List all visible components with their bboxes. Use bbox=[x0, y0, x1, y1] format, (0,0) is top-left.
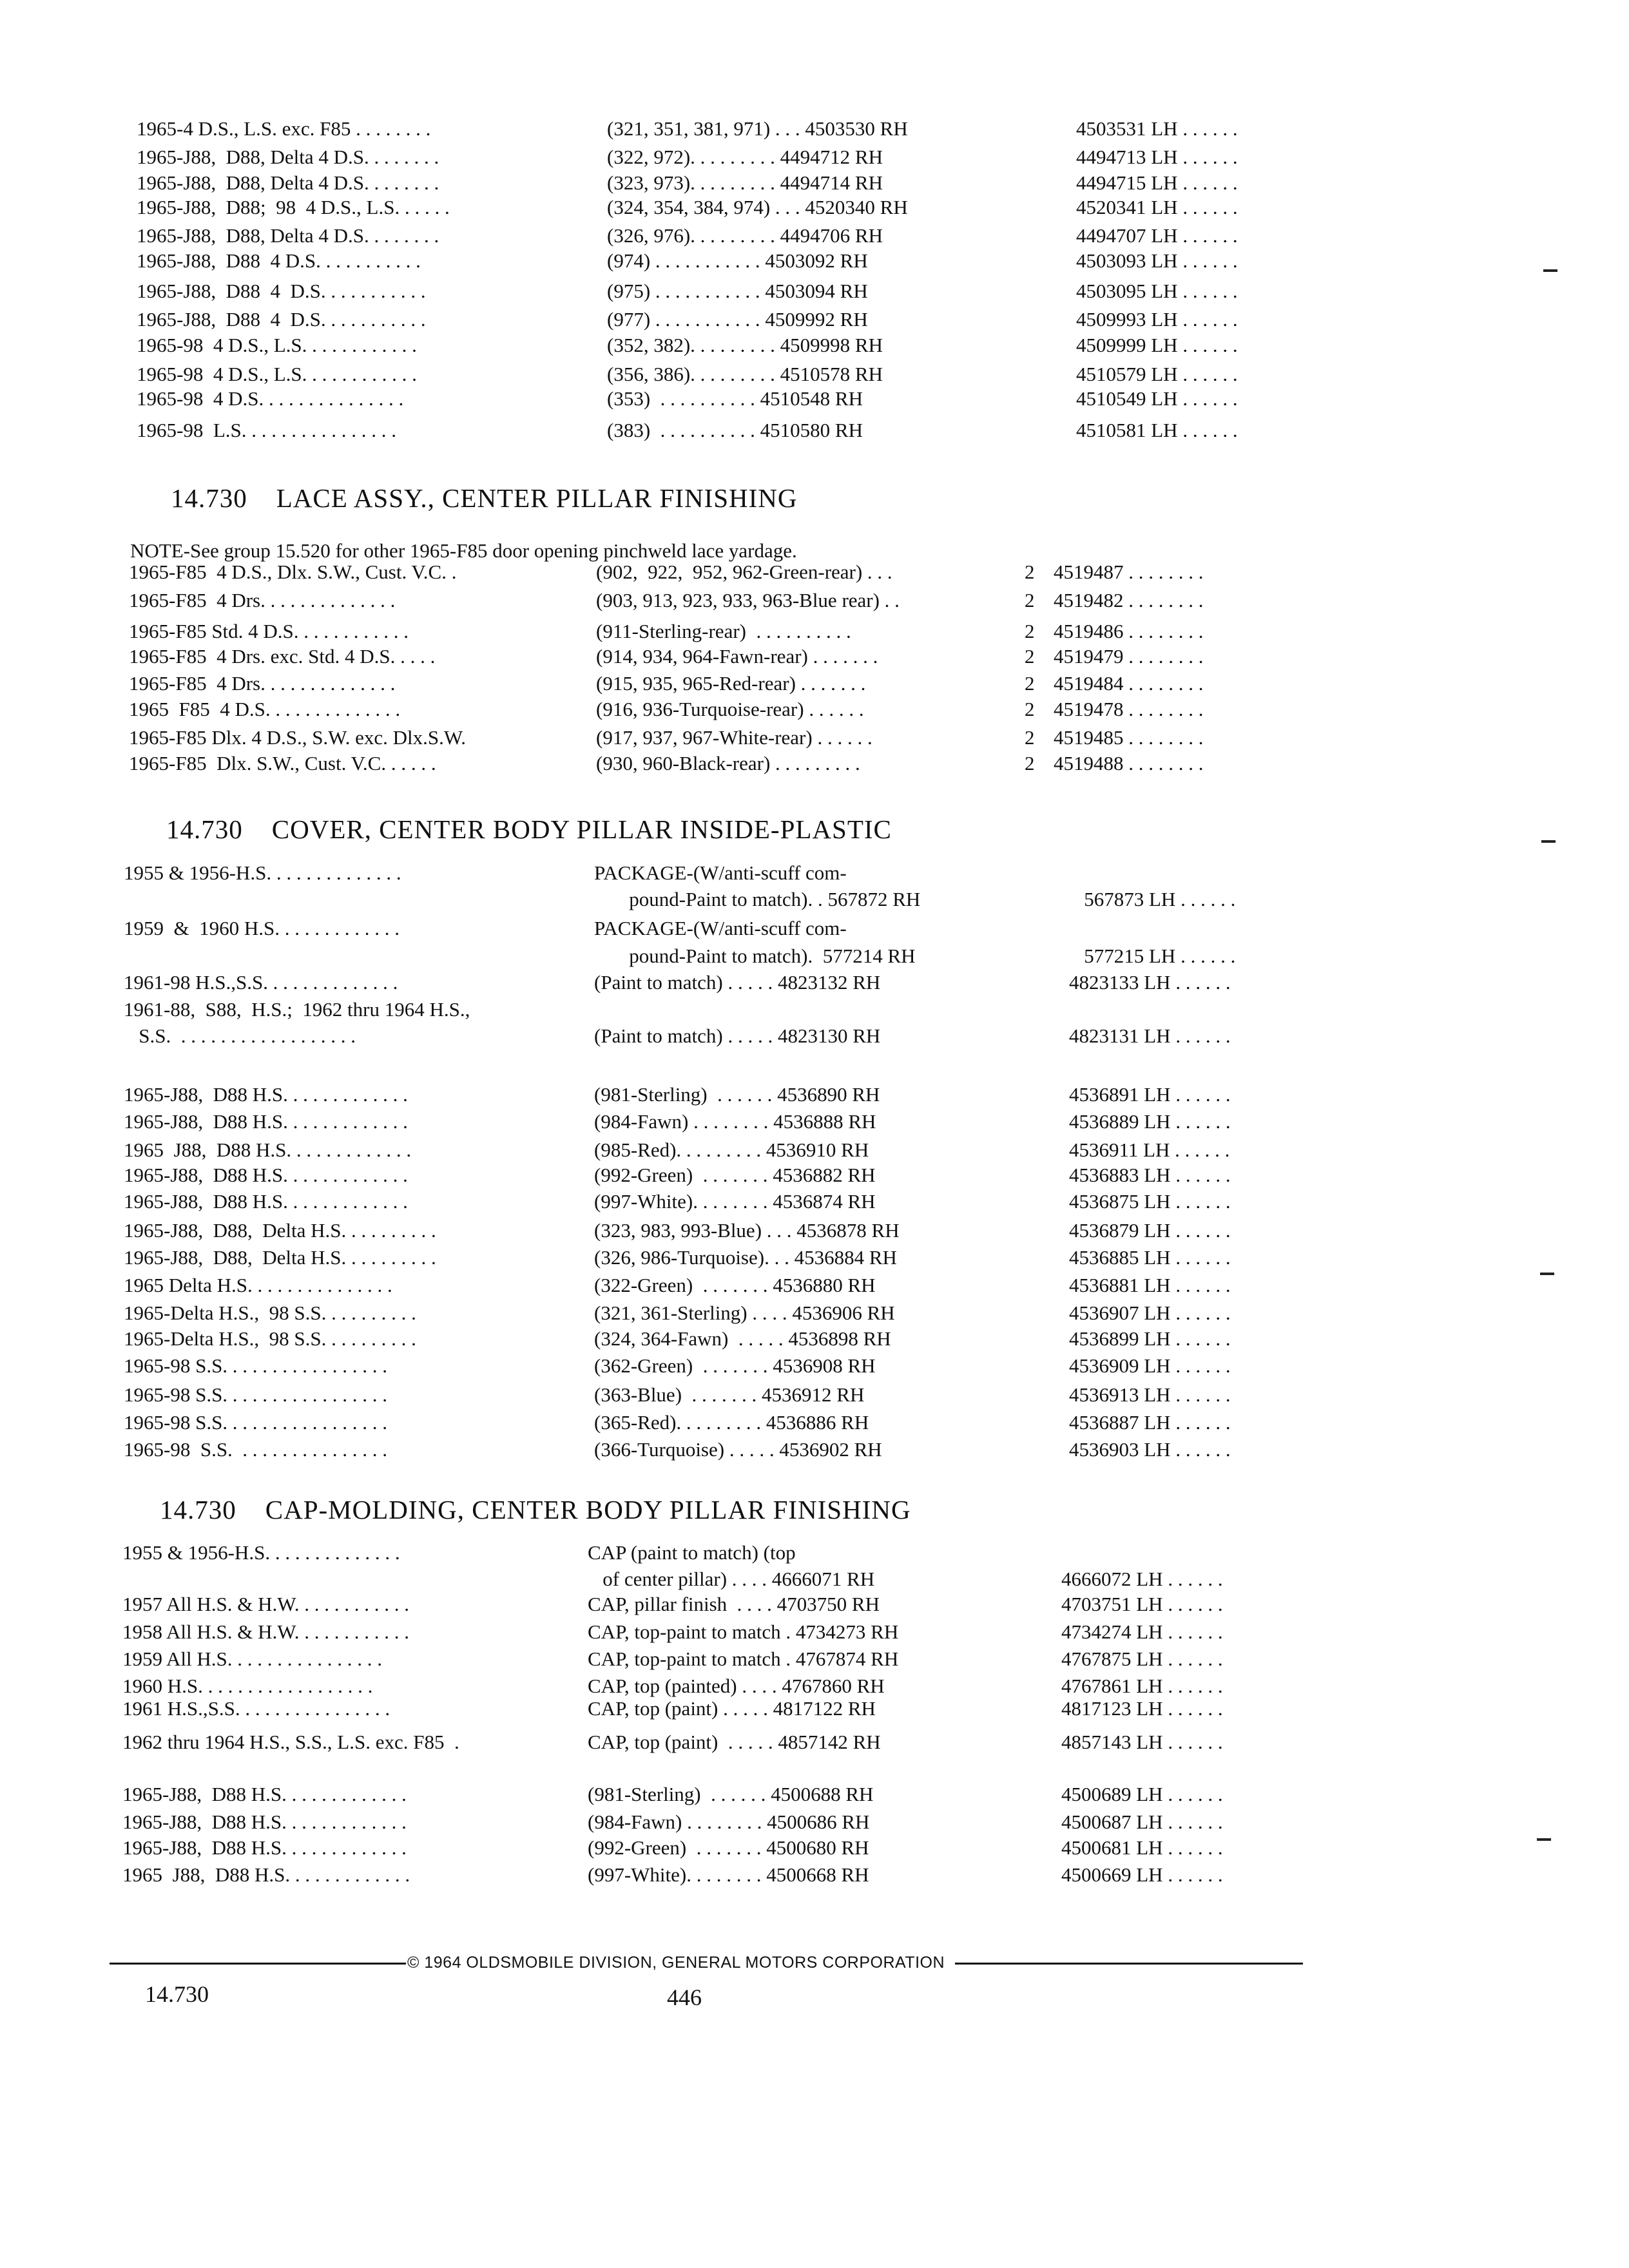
part-row bbox=[129, 725, 1482, 751]
part-quantity: 2 bbox=[1025, 589, 1035, 611]
part-application: 1965-98 S.S. . . . . . . . . . . . . . . . . bbox=[124, 1354, 388, 1377]
part-quantity: 2 bbox=[1025, 620, 1035, 642]
part-number-lh: 4536879 LH . . . . . . bbox=[1069, 1219, 1231, 1242]
part-spec-rh: (366-Turquoise) . . . . . 4536902 RH bbox=[594, 1438, 882, 1461]
part-application: 1965-F85 4 Drs. exc. Std. 4 D.S. . . . . bbox=[129, 645, 436, 668]
part-spec-rh: CAP, top (paint) . . . . . 4817122 RH bbox=[588, 1697, 876, 1720]
part-row bbox=[124, 1273, 1482, 1298]
part-spec-rh: CAP (paint to match) (top bbox=[588, 1541, 796, 1564]
part-row bbox=[122, 1673, 1482, 1699]
part-application: 1965-J88, D88, Delta 4 D.S. . . . . . . . bbox=[137, 171, 439, 194]
part-spec-rh: CAP, top (paint) . . . . . 4857142 RH bbox=[588, 1731, 881, 1753]
margin-mark bbox=[1537, 1838, 1551, 1841]
part-application: 1965-F85 4 Drs. . . . . . . . . . . . . . bbox=[129, 589, 396, 611]
part-number-lh: 4857143 LH . . . . . . bbox=[1061, 1731, 1223, 1753]
part-row bbox=[137, 418, 1482, 443]
part-row bbox=[124, 1109, 1482, 1135]
part-spec-rh: CAP, pillar finish . . . . 4703750 RH bbox=[588, 1593, 880, 1615]
part-number-lh: 4519488 . . . . . . . . bbox=[1054, 752, 1204, 774]
part-row bbox=[122, 1696, 1482, 1722]
part-spec-rh: (911-Sterling-rear) . . . . . . . . . . bbox=[596, 620, 851, 642]
part-spec-rh: (321, 361-Sterling) . . . . 4536906 RH bbox=[594, 1302, 895, 1324]
part-row bbox=[124, 1218, 1482, 1244]
part-quantity: 2 bbox=[1025, 698, 1035, 720]
part-spec-rh: CAP, top (painted) . . . . 4767860 RH bbox=[588, 1675, 885, 1697]
part-number-lh: 4536887 LH . . . . . . bbox=[1069, 1411, 1231, 1434]
part-spec-rh: (352, 382). . . . . . . . . 4509998 RH bbox=[607, 334, 883, 356]
part-application: 1965-J88, D88, Delta 4 D.S. . . . . . . . bbox=[137, 146, 439, 168]
part-application: 1965-J88, D88; 98 4 D.S., L.S. . . . . . bbox=[137, 196, 450, 218]
part-application: 1965-F85 Dlx. S.W., Cust. V.C. . . . . . bbox=[129, 752, 436, 774]
part-application: 1965-4 D.S., L.S. exc. F85 . . . . . . . . bbox=[137, 117, 431, 140]
part-row bbox=[137, 223, 1482, 249]
part-number-lh: 4503095 LH . . . . . . bbox=[1076, 280, 1238, 302]
part-spec-rh: (984-Fawn) . . . . . . . . 4500686 RH bbox=[588, 1811, 870, 1833]
part-number-lh: 4536883 LH . . . . . . bbox=[1069, 1164, 1231, 1186]
part-number-lh: 4817123 LH . . . . . . bbox=[1061, 1697, 1223, 1720]
part-number-lh: 4536909 LH . . . . . . bbox=[1069, 1354, 1231, 1377]
part-application: 1965-J88, D88 4 D.S. . . . . . . . . . . bbox=[137, 308, 426, 331]
margin-mark bbox=[1543, 269, 1557, 272]
part-row bbox=[122, 1591, 1482, 1617]
part-row bbox=[124, 997, 1482, 1023]
part-spec-rh: (914, 934, 964-Fawn-rear) . . . . . . . bbox=[596, 645, 878, 668]
footer-copyright: © 1964 OLDSMOBILE DIVISION, GENERAL MOTORS CORPORATION bbox=[407, 1954, 945, 1972]
part-spec-rh: CAP, top-paint to match . 4767874 RH bbox=[588, 1648, 899, 1670]
part-quantity: 2 bbox=[1025, 672, 1035, 695]
part-spec-rh: (323, 973). . . . . . . . . 4494714 RH bbox=[607, 171, 883, 194]
part-spec-rh: (365-Red). . . . . . . . . 4536886 RH bbox=[594, 1411, 869, 1434]
part-application: 1965-98 S.S. . . . . . . . . . . . . . . . . bbox=[124, 1383, 388, 1406]
part-application: 1965-J88, D88 4 D.S. . . . . . . . . . . bbox=[137, 280, 426, 302]
part-spec-rh: (974) . . . . . . . . . . . 4503092 RH bbox=[607, 249, 868, 272]
part-spec-rh: (916, 936-Turquoise-rear) . . . . . . bbox=[596, 698, 864, 720]
part-number-lh: 4519485 . . . . . . . . bbox=[1054, 726, 1204, 749]
part-quantity: 2 bbox=[1025, 645, 1035, 668]
part-number-lh: 4519487 . . . . . . . . bbox=[1054, 561, 1204, 583]
part-number-lh: 4666072 LH . . . . . . bbox=[1061, 1568, 1223, 1590]
part-spec-rh: (981-Sterling) . . . . . . 4500688 RH bbox=[588, 1783, 874, 1805]
part-number-lh: 4510581 LH . . . . . . bbox=[1076, 419, 1238, 441]
part-number-lh: 4519484 . . . . . . . . bbox=[1054, 672, 1204, 695]
part-number-lh: 4536903 LH . . . . . . bbox=[1069, 1438, 1231, 1461]
part-application: 1959 & 1960 H.S. . . . . . . . . . . . . bbox=[124, 917, 400, 939]
part-spec-rh: (977) . . . . . . . . . . . 4509992 RH bbox=[607, 308, 868, 331]
part-number-lh: 4519479 . . . . . . . . bbox=[1054, 645, 1204, 668]
part-number-lh: 4503093 LH . . . . . . bbox=[1076, 249, 1238, 272]
part-application: 1965 J88, D88 H.S. . . . . . . . . . . . . bbox=[124, 1139, 412, 1161]
part-spec-rh: (383) . . . . . . . . . . 4510580 RH bbox=[607, 419, 863, 441]
part-application: 1965 F85 4 D.S. . . . . . . . . . . . . . bbox=[129, 698, 401, 720]
part-number-lh: 4767875 LH . . . . . . bbox=[1061, 1648, 1223, 1670]
part-row bbox=[129, 559, 1482, 585]
part-spec-rh: (997-White). . . . . . . . 4500668 RH bbox=[588, 1863, 869, 1886]
part-row bbox=[137, 386, 1482, 412]
part-number-lh: 4823131 LH . . . . . . bbox=[1069, 1024, 1231, 1047]
part-number-lh: 567873 LH . . . . . . bbox=[1069, 888, 1236, 910]
part-number-lh: 4536881 LH . . . . . . bbox=[1069, 1274, 1231, 1296]
part-spec-rh: (984-Fawn) . . . . . . . . 4536888 RH bbox=[594, 1110, 876, 1133]
part-number-lh: 4510579 LH . . . . . . bbox=[1076, 363, 1238, 385]
part-quantity: 2 bbox=[1025, 726, 1035, 749]
part-spec-rh: (362-Green) . . . . . . . 4536908 RH bbox=[594, 1354, 876, 1377]
part-application: 1965-F85 4 D.S., Dlx. S.W., Cust. V.C. . bbox=[129, 561, 457, 583]
part-application: 1958 All H.S. & H.W. . . . . . . . . . . . bbox=[122, 1620, 409, 1643]
part-row bbox=[137, 361, 1482, 387]
part-number-lh: 4703751 LH . . . . . . bbox=[1061, 1593, 1223, 1615]
part-number-lh: 4767861 LH . . . . . . bbox=[1061, 1675, 1223, 1697]
part-row bbox=[137, 332, 1482, 358]
part-spec-rh: (930, 960-Black-rear) . . . . . . . . . bbox=[596, 752, 860, 774]
part-number-lh: 4494707 LH . . . . . . bbox=[1076, 224, 1238, 247]
part-application: 1965-J88, D88 H.S. . . . . . . . . . . . . bbox=[122, 1811, 407, 1833]
part-application: 1962 thru 1964 H.S., S.S., L.S. exc. F85 . bbox=[122, 1731, 459, 1753]
part-number-lh: 4500687 LH . . . . . . bbox=[1061, 1811, 1223, 1833]
part-spec-rh: (985-Red). . . . . . . . . 4536910 RH bbox=[594, 1139, 869, 1161]
part-row bbox=[137, 116, 1482, 142]
part-row bbox=[137, 144, 1482, 170]
part-number-lh: 4510549 LH . . . . . . bbox=[1076, 387, 1238, 410]
part-application: 1965-J88, D88 4 D.S. . . . . . . . . . . bbox=[137, 249, 421, 272]
part-application: 1965-J88, D88 H.S. . . . . . . . . . . . . bbox=[122, 1836, 407, 1859]
part-row bbox=[124, 1245, 1482, 1271]
part-spec-rh: (324, 354, 384, 974) . . . 4520340 RH bbox=[607, 196, 908, 218]
part-application: 1965-F85 Std. 4 D.S. . . . . . . . . . . . bbox=[129, 620, 409, 642]
part-spec-rh: (903, 913, 923, 933, 963-Blue rear) . . bbox=[596, 589, 900, 611]
part-spec-rh: (915, 935, 965-Red-rear) . . . . . . . bbox=[596, 672, 866, 695]
part-number-lh: 4536907 LH . . . . . . bbox=[1069, 1302, 1231, 1324]
part-row bbox=[124, 1023, 1482, 1049]
part-application: 1961-88, S88, H.S.; 1962 thru 1964 H.S., bbox=[124, 998, 470, 1021]
part-row bbox=[129, 697, 1482, 722]
part-row bbox=[124, 887, 1482, 912]
section-heading-lace-assy: 14.730 LACE ASSY., CENTER PILLAR FINISHING bbox=[171, 483, 798, 513]
part-quantity: 2 bbox=[1025, 752, 1035, 774]
part-row bbox=[122, 1862, 1482, 1888]
part-row bbox=[129, 644, 1482, 669]
part-row bbox=[124, 1437, 1482, 1463]
footer-rule-left bbox=[110, 1963, 406, 1965]
part-number-lh: 4823133 LH . . . . . . bbox=[1069, 971, 1231, 994]
part-number-lh: 4536875 LH . . . . . . bbox=[1069, 1190, 1231, 1213]
part-row bbox=[124, 1162, 1482, 1188]
part-spec-rh: (363-Blue) . . . . . . . 4536912 RH bbox=[594, 1383, 865, 1406]
part-application: 1961 H.S.,S.S. . . . . . . . . . . . . . . . bbox=[122, 1697, 390, 1720]
part-row bbox=[124, 1082, 1482, 1108]
part-row bbox=[122, 1782, 1482, 1807]
part-number-lh: 4500681 LH . . . . . . bbox=[1061, 1836, 1223, 1859]
part-row bbox=[122, 1619, 1482, 1645]
part-row bbox=[124, 1353, 1482, 1379]
part-application: 1965-F85 Dlx. 4 D.S., S.W. exc. Dlx.S.W. bbox=[129, 726, 467, 749]
part-row bbox=[122, 1729, 1482, 1755]
part-spec-rh: (326, 986-Turquoise). . . 4536884 RH bbox=[594, 1246, 897, 1269]
part-application: 1965-98 4 D.S., L.S. . . . . . . . . . . . bbox=[137, 363, 417, 385]
part-row bbox=[137, 170, 1482, 196]
part-row bbox=[122, 1809, 1482, 1835]
part-row bbox=[124, 1300, 1482, 1326]
part-spec-rh: (Paint to match) . . . . . 4823132 RH bbox=[594, 971, 881, 994]
footer-rule-right bbox=[955, 1963, 1303, 1965]
part-spec-rh: (321, 351, 381, 971) . . . 4503530 RH bbox=[607, 117, 908, 140]
part-application: 1965-J88, D88 H.S. . . . . . . . . . . . . bbox=[122, 1783, 407, 1805]
part-application: 1965-J88, D88, Delta 4 D.S. . . . . . . . bbox=[137, 224, 439, 247]
part-spec-rh: (353) . . . . . . . . . . 4510548 RH bbox=[607, 387, 863, 410]
part-row bbox=[124, 860, 1482, 886]
part-row bbox=[124, 1326, 1482, 1352]
part-spec-rh: (322, 972). . . . . . . . . 4494712 RH bbox=[607, 146, 883, 168]
part-spec-rh: (356, 386). . . . . . . . . 4510578 RH bbox=[607, 363, 883, 385]
part-row bbox=[129, 751, 1482, 776]
part-application: 1965-J88, D88, Delta H.S. . . . . . . . . . bbox=[124, 1246, 436, 1269]
part-application: 1965 J88, D88 H.S. . . . . . . . . . . . . bbox=[122, 1863, 410, 1886]
part-row bbox=[124, 1189, 1482, 1215]
part-application: 1960 H.S. . . . . . . . . . . . . . . . . . bbox=[122, 1675, 373, 1697]
part-spec-rh: (992-Green) . . . . . . . 4500680 RH bbox=[588, 1836, 869, 1859]
part-application: 1965-J88, D88 H.S. . . . . . . . . . . . . bbox=[124, 1190, 408, 1213]
part-number-lh: 4519478 . . . . . . . . bbox=[1054, 698, 1204, 720]
part-application: 1965-J88, D88 H.S. . . . . . . . . . . . . bbox=[124, 1110, 408, 1133]
part-row bbox=[137, 195, 1482, 220]
part-application: 1965-98 4 D.S., L.S. . . . . . . . . . . . bbox=[137, 334, 417, 356]
part-spec-rh: (992-Green) . . . . . . . 4536882 RH bbox=[594, 1164, 876, 1186]
part-number-lh: 4536885 LH . . . . . . bbox=[1069, 1246, 1231, 1269]
part-number-lh: 4509993 LH . . . . . . bbox=[1076, 308, 1238, 331]
part-application: S.S. . . . . . . . . . . . . . . . . . . bbox=[124, 1024, 356, 1047]
part-spec-rh: PACKAGE-(W/anti-scuff com- bbox=[594, 861, 847, 884]
part-row bbox=[137, 278, 1482, 304]
part-spec-rh: of center pillar) . . . . 4666071 RH bbox=[588, 1568, 875, 1590]
part-quantity: 2 bbox=[1025, 561, 1035, 583]
part-number-lh: 4536899 LH . . . . . . bbox=[1069, 1327, 1231, 1350]
part-row bbox=[122, 1646, 1482, 1672]
part-application: 1965-F85 4 Drs. . . . . . . . . . . . . . bbox=[129, 672, 396, 695]
margin-mark bbox=[1540, 1273, 1554, 1275]
part-application: 1965-J88, D88 H.S. . . . . . . . . . . . . bbox=[124, 1083, 408, 1106]
part-application: 1955 & 1956-H.S. . . . . . . . . . . . . . bbox=[124, 861, 401, 884]
part-application: 1965 Delta H.S. . . . . . . . . . . . . . . bbox=[124, 1274, 392, 1296]
section-heading-cover-pillar: 14.730 COVER, CENTER BODY PILLAR INSIDE-PLASTIC bbox=[166, 814, 892, 844]
part-number-lh: 4503531 LH . . . . . . bbox=[1076, 117, 1238, 140]
part-number-lh: 4494715 LH . . . . . . bbox=[1076, 171, 1238, 194]
part-row bbox=[124, 1410, 1482, 1436]
part-row bbox=[137, 307, 1482, 332]
part-number-lh: 4494713 LH . . . . . . bbox=[1076, 146, 1238, 168]
part-application: 1965-98 S.S. . . . . . . . . . . . . . . . . bbox=[124, 1411, 388, 1434]
footer-group-number: 14.730 bbox=[145, 1981, 209, 2007]
part-row bbox=[124, 1137, 1482, 1163]
part-number-lh: 577215 LH . . . . . . bbox=[1069, 945, 1236, 967]
part-row bbox=[122, 1835, 1482, 1861]
part-row bbox=[129, 671, 1482, 697]
part-number-lh: 4536891 LH . . . . . . bbox=[1069, 1083, 1231, 1106]
part-spec-rh: (902, 922, 952, 962-Green-rear) . . . bbox=[596, 561, 892, 583]
part-number-lh: 4509999 LH . . . . . . bbox=[1076, 334, 1238, 356]
part-application: 1965-Delta H.S., 98 S.S. . . . . . . . . . bbox=[124, 1302, 416, 1324]
part-row bbox=[129, 588, 1482, 613]
part-row bbox=[124, 1382, 1482, 1408]
part-number-lh: 4536889 LH . . . . . . bbox=[1069, 1110, 1231, 1133]
part-application: 1955 & 1956-H.S. . . . . . . . . . . . . . bbox=[122, 1541, 400, 1564]
part-spec-rh: (997-White). . . . . . . . 4536874 RH bbox=[594, 1190, 876, 1213]
page-number: 446 bbox=[667, 1984, 702, 2010]
part-spec-rh: (322-Green) . . . . . . . 4536880 RH bbox=[594, 1274, 876, 1296]
part-application: 1965-98 4 D.S. . . . . . . . . . . . . . . bbox=[137, 387, 404, 410]
part-spec-rh: (917, 937, 967-White-rear) . . . . . . bbox=[596, 726, 872, 749]
part-row bbox=[124, 970, 1482, 995]
part-number-lh: 4734274 LH . . . . . . bbox=[1061, 1620, 1223, 1643]
part-number-lh: 4536911 LH . . . . . . bbox=[1069, 1139, 1230, 1161]
part-application: 1965-Delta H.S., 98 S.S. . . . . . . . . . bbox=[124, 1327, 416, 1350]
part-application: 1965-J88, D88 H.S. . . . . . . . . . . . . bbox=[124, 1164, 408, 1186]
margin-mark bbox=[1541, 840, 1556, 843]
part-row bbox=[137, 248, 1482, 274]
part-application: 1961-98 H.S.,S.S. . . . . . . . . . . . . . bbox=[124, 971, 398, 994]
part-spec-rh: PACKAGE-(W/anti-scuff com- bbox=[594, 917, 847, 939]
part-spec-rh: CAP, top-paint to match . 4734273 RH bbox=[588, 1620, 899, 1643]
part-application: 1965-J88, D88, Delta H.S. . . . . . . . . . bbox=[124, 1219, 436, 1242]
part-row bbox=[122, 1540, 1482, 1566]
part-number-lh: 4520341 LH . . . . . . bbox=[1076, 196, 1238, 218]
part-row bbox=[124, 916, 1482, 941]
part-number-lh: 4519482 . . . . . . . . bbox=[1054, 589, 1204, 611]
part-spec-rh: (981-Sterling) . . . . . . 4536890 RH bbox=[594, 1083, 880, 1106]
section-heading-cap-molding: 14.730 CAP-MOLDING, CENTER BODY PILLAR FINISHING bbox=[160, 1495, 911, 1524]
part-spec-rh: pound-Paint to match). 577214 RH bbox=[594, 945, 916, 967]
part-spec-rh: (Paint to match) . . . . . 4823130 RH bbox=[594, 1024, 881, 1047]
part-row bbox=[129, 619, 1482, 644]
part-spec-rh: (975) . . . . . . . . . . . 4503094 RH bbox=[607, 280, 868, 302]
part-row bbox=[124, 943, 1482, 969]
part-application: 1965-98 L.S. . . . . . . . . . . . . . . . bbox=[137, 419, 396, 441]
part-spec-rh: (323, 983, 993-Blue) . . . 4536878 RH bbox=[594, 1219, 900, 1242]
part-application: 1959 All H.S. . . . . . . . . . . . . . . . bbox=[122, 1648, 383, 1670]
part-number-lh: 4519486 . . . . . . . . bbox=[1054, 620, 1204, 642]
part-spec-rh: (326, 976). . . . . . . . . 4494706 RH bbox=[607, 224, 883, 247]
part-number-lh: 4500689 LH . . . . . . bbox=[1061, 1783, 1223, 1805]
part-spec-rh: (324, 364-Fawn) . . . . . 4536898 RH bbox=[594, 1327, 891, 1350]
part-number-lh: 4536913 LH . . . . . . bbox=[1069, 1383, 1231, 1406]
part-application: 1957 All H.S. & H.W. . . . . . . . . . . . bbox=[122, 1593, 409, 1615]
part-number-lh: 4500669 LH . . . . . . bbox=[1061, 1863, 1223, 1886]
part-spec-rh: pound-Paint to match). . 567872 RH bbox=[594, 888, 921, 910]
section-note: NOTE-See group 15.520 for other 1965-F85 door opening pinchweld lace yardage. bbox=[130, 539, 797, 562]
part-row bbox=[122, 1566, 1482, 1592]
part-application: 1965-98 S.S. . . . . . . . . . . . . . . . bbox=[124, 1438, 388, 1461]
